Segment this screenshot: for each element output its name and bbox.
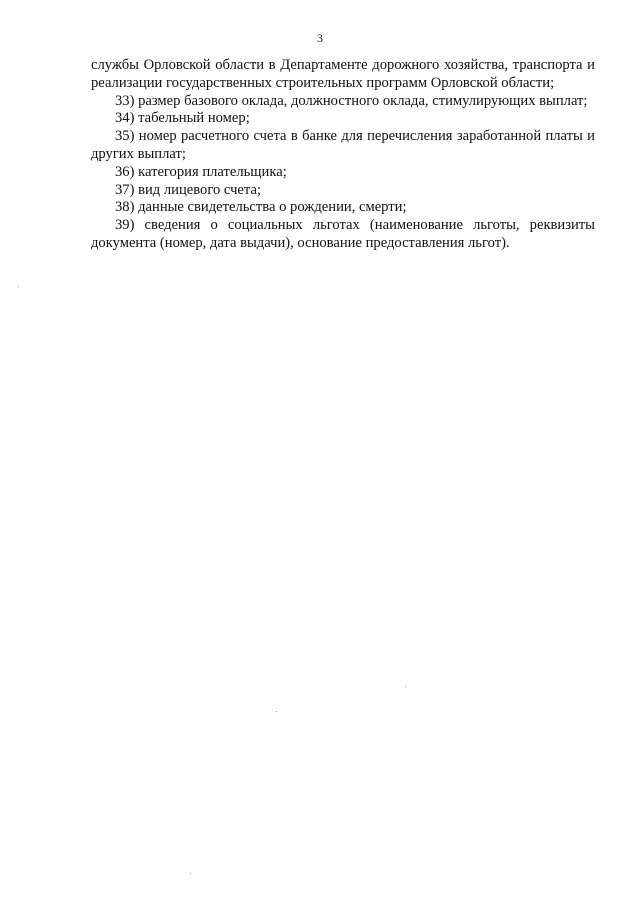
scan-speck: [405, 686, 406, 687]
list-item-33: 33) размер базового оклада, должностного оклада, стимулирующих выплат;: [115, 92, 588, 109]
paragraph-continuation: службы Орловской области в Департаменте дорожного хозяйства, транспорта и реализации государственных строительных программ Орловской области;: [91, 57, 595, 91]
list-item-34: 34) табельный номер;: [115, 110, 250, 127]
list-item-37: 37) вид лицевого счета;: [115, 181, 262, 198]
scan-speck: [190, 873, 191, 874]
list-item-38: 38) данные свидетельства о рождении, смерти;: [115, 199, 407, 216]
document-body: [91, 57, 595, 253]
list-item-35: 35) номер расчетного счета в банке для перечисления заработанной платы и других выплат;: [91, 128, 595, 162]
scan-speck: [276, 711, 277, 712]
page-number: 3: [317, 31, 323, 45]
scan-speck: [18, 286, 19, 287]
list-item-36: 36) категория плательщика;: [115, 163, 287, 180]
list-item-39: 39) сведения о социальных льготах (наименование льготы, реквизиты документа (номер, дата выдачи), основание предоставления льгот).: [91, 217, 595, 251]
